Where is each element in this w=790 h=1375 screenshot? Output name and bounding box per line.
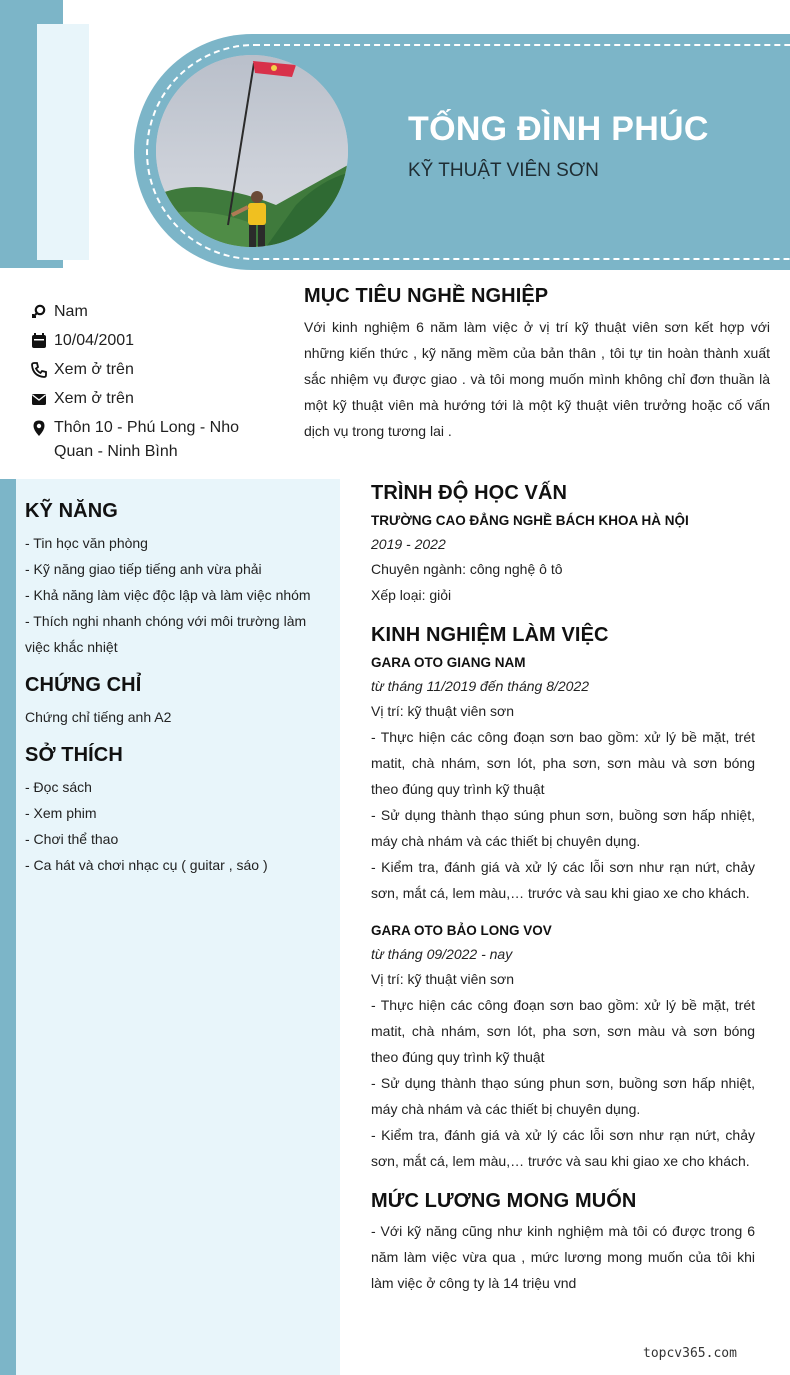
contact-phone-text: Xem ở trên xyxy=(54,361,134,378)
education-major: Chuyên ngành: công nghệ ô tô xyxy=(371,561,563,577)
contact-address-text: Thôn 10 - Phú Long - Nho Quan - Ninh Bình xyxy=(54,419,240,460)
candidate-name: TỐNG ĐÌNH PHÚC xyxy=(408,110,709,148)
hobby-item: - Đọc sách xyxy=(25,779,92,795)
main-column xyxy=(371,480,755,1296)
skill-item: - Khả năng làm việc độc lập và làm việc nhóm xyxy=(25,587,311,603)
job-duty: - Sử dụng thành thạo súng phun sơn, buồng sơn hấp nhiệt, máy chà nhám và các thiết bị chuyên dụng. xyxy=(371,807,755,849)
career-objective-heading: MỤC TIÊU NGHỀ NGHIỆP xyxy=(304,285,549,307)
contact-birthday xyxy=(30,329,280,353)
header-accent-panel xyxy=(37,24,89,260)
watermark: topcv365.com xyxy=(643,1346,737,1361)
skills-heading: KỸ NĂNG xyxy=(25,500,118,522)
career-objective-section xyxy=(304,283,770,444)
career-objective-text: Với kinh nghiệm 6 năm làm việc ở vị trí kỹ thuật viên sơn kết hợp với những kiến thức , kỹ năng mềm của bản thân , tôi tự tin hoàn thành xuất sắc nhiệm vụ được giao . và tôi mong muốn mình không chỉ đơn thuần là một kỹ thuật viên mà hướng tới là một kỹ thuật viên trưởng hoặc cố vấn dịch vụ trong tương lai . xyxy=(304,319,770,439)
education-section xyxy=(371,480,755,608)
job-duty: - Kiểm tra, đánh giá và xử lý các lỗi sơn như rạn nứt, chảy sơn, mắt cá, lem màu,… trước và sau khi giao xe cho khách. xyxy=(371,859,755,901)
job-duty: - Thực hiện các công đoạn sơn bao gồm: xử lý bề mặt, trét matit, chà nhám, sơn lót, pha sơn, sơn màu và sơn bóng theo đúng quy trình kỹ thuật xyxy=(371,997,755,1065)
contact-email-text: Xem ở trên xyxy=(54,390,134,407)
job-duty: - Kiểm tra, đánh giá và xử lý các lỗi sơn như rạn nứt, chảy sơn, mắt cá, lem màu,… trước và sau khi giao xe cho khách. xyxy=(371,1127,755,1169)
contact-gender xyxy=(30,300,280,324)
school-name: TRƯỜNG CAO ĐẲNG NGHỀ BÁCH KHOA HÀ NỘI xyxy=(371,513,689,528)
location-icon xyxy=(30,416,54,440)
skill-item: - Thích nghi nhanh chóng với môi trường làm việc khắc nhiệt xyxy=(25,613,307,655)
job-position: Vị trí: kỹ thuật viên sơn xyxy=(371,703,515,719)
contact-gender-text: Nam xyxy=(54,303,88,320)
hobby-item: - Ca hát và chơi nhạc cụ ( guitar , sáo ) xyxy=(25,857,268,873)
education-grade: Xếp loại: giỏi xyxy=(371,587,452,603)
calendar-icon xyxy=(30,329,54,353)
job-position: Vị trí: kỹ thuật viên sơn xyxy=(371,971,515,987)
job-entry xyxy=(371,920,755,1174)
job-period: từ tháng 11/2019 đến tháng 8/2022 xyxy=(371,678,590,694)
sidebar-accent-bar xyxy=(0,479,16,1375)
contact-phone xyxy=(30,358,280,382)
skill-item: - Kỹ năng giao tiếp tiếng anh vừa phải xyxy=(25,561,262,577)
gender-icon xyxy=(30,300,54,324)
salary-text: - Với kỹ năng cũng như kinh nghiệm mà tôi có được trong 6 năm làm việc vừa qua , mức lương mong muốn của tôi khi làm việc ở công ty là 14 triệu vnd xyxy=(371,1223,755,1291)
email-icon xyxy=(30,387,54,411)
salary-section xyxy=(371,1188,755,1296)
phone-icon xyxy=(30,358,54,382)
job-period: từ tháng 09/2022 - nay xyxy=(371,946,513,962)
certificate-item: Chứng chỉ tiếng anh A2 xyxy=(25,709,172,725)
job-duty: - Sử dụng thành thạo súng phun sơn, buồng sơn hấp nhiệt, máy chà nhám và các thiết bị chuyên dụng. xyxy=(371,1075,755,1117)
certificates-section xyxy=(25,672,320,730)
skills-section xyxy=(25,498,320,660)
job-company: GARA OTO BẢO LONG VOV xyxy=(371,923,552,938)
education-heading: TRÌNH ĐỘ HỌC VẤN xyxy=(371,482,568,504)
hobby-item: - Xem phim xyxy=(25,805,97,821)
contact-birthday-text: 10/04/2001 xyxy=(54,332,135,349)
skill-item: - Tin học văn phòng xyxy=(25,535,148,551)
candidate-job-title: KỸ THUẬT VIÊN SƠN xyxy=(408,160,599,181)
experience-section xyxy=(371,622,755,1174)
contact-email xyxy=(30,387,280,411)
profile-photo xyxy=(156,55,348,247)
salary-heading: MỨC LƯƠNG MONG MUỐN xyxy=(371,1190,637,1212)
hobby-item: - Chơi thể thao xyxy=(25,831,119,847)
job-duty: - Thực hiện các công đoạn sơn bao gồm: xử lý bề mặt, trét matit, chà nhám, sơn lót, pha sơn, sơn màu và sơn bóng theo đúng quy trình kỹ thuật xyxy=(371,729,755,797)
contact-address xyxy=(30,416,280,464)
hobbies-heading: SỞ THÍCH xyxy=(25,744,123,766)
sidebar-content xyxy=(25,498,320,890)
education-period: 2019 - 2022 xyxy=(371,536,446,552)
experience-heading: KINH NGHIỆM LÀM VIỆC xyxy=(371,624,609,646)
hobbies-section xyxy=(25,742,320,878)
job-company: GARA OTO GIANG NAM xyxy=(371,655,526,670)
certificates-heading: CHỨNG CHỈ xyxy=(25,674,142,696)
contact-info xyxy=(30,300,280,469)
job-entry xyxy=(371,652,755,906)
